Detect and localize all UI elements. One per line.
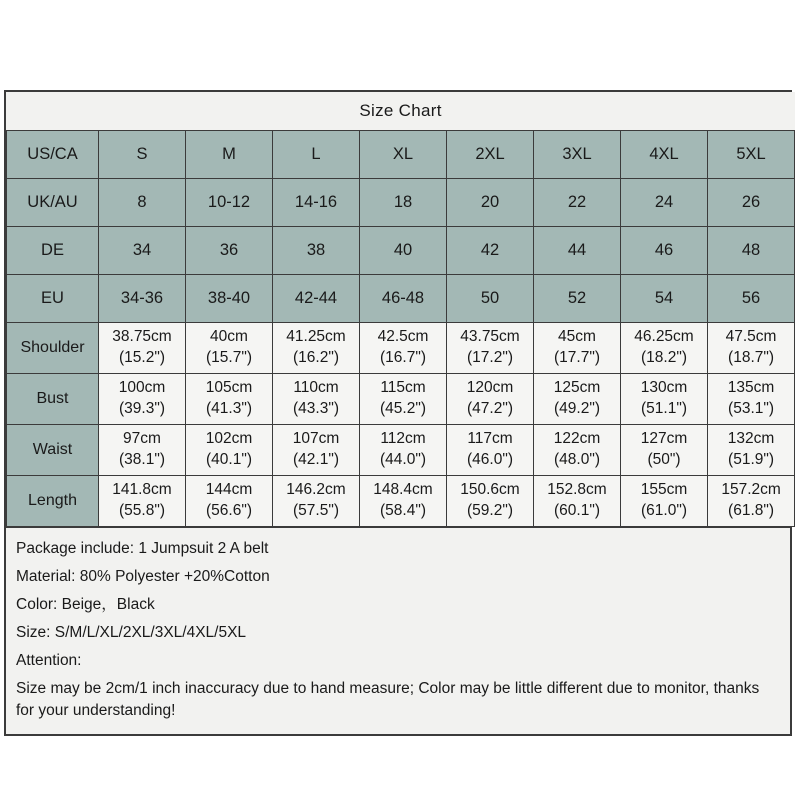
cell-waist-2xl xyxy=(447,425,534,476)
cell-waist-s xyxy=(99,425,186,476)
cell-length-m xyxy=(186,476,273,527)
value-inch: (46.0") xyxy=(467,451,513,468)
value-inch: (58.4") xyxy=(380,502,426,519)
value-inch: (43.3") xyxy=(293,400,339,417)
row-label-length: Length xyxy=(7,476,99,527)
value-cm: 120cm xyxy=(466,379,514,397)
value-inch: (39.3") xyxy=(119,400,165,417)
cell-bust-s xyxy=(99,374,186,425)
cell-length-5xl xyxy=(708,476,795,527)
row-label-de: DE xyxy=(7,227,99,275)
cell-shoulder-s xyxy=(99,323,186,374)
cell-length-4xl xyxy=(621,476,708,527)
cell-eu-5xl: 56 xyxy=(708,275,795,323)
value-cm: 38.75cm xyxy=(112,328,172,346)
cell-uk-au-m: 10-12 xyxy=(186,179,273,227)
cell-de-l: 38 xyxy=(273,227,360,275)
row-label-eu: EU xyxy=(7,275,99,323)
value-inch: (42.1") xyxy=(293,451,339,468)
value-cm: 130cm xyxy=(640,379,688,397)
value-inch: (45.2") xyxy=(380,400,426,417)
cell-uk-au-3xl: 22 xyxy=(534,179,621,227)
value-cm: 110cm xyxy=(293,379,339,397)
row-label-bust: Bust xyxy=(7,374,99,425)
cell-uk-au-l: 14-16 xyxy=(273,179,360,227)
cell-shoulder-l xyxy=(273,323,360,374)
cell-eu-xl: 46-48 xyxy=(360,275,447,323)
cell-de-4xl: 46 xyxy=(621,227,708,275)
value-inch: (61.0") xyxy=(641,502,687,519)
cell-us-ca-m: M xyxy=(186,131,273,179)
note-attention-label: Attention: xyxy=(16,652,82,669)
cell-eu-4xl: 54 xyxy=(621,275,708,323)
value-cm: 102cm xyxy=(205,430,253,448)
cell-bust-3xl xyxy=(534,374,621,425)
value-inch: (55.8") xyxy=(119,502,165,519)
value-inch: (49.2") xyxy=(554,400,600,417)
value-inch: (53.1") xyxy=(728,400,775,417)
note-package: Package include: 1 Jumpsuit 2 A belt xyxy=(16,540,269,557)
cell-bust-4xl xyxy=(621,374,708,425)
value-cm: 47.5cm xyxy=(725,328,777,346)
value-cm: 144cm xyxy=(205,481,253,499)
cell-bust-l xyxy=(273,374,360,425)
cell-us-ca-2xl: 2XL xyxy=(447,131,534,179)
cell-shoulder-5xl xyxy=(708,323,795,374)
cell-us-ca-4xl: 4XL xyxy=(621,131,708,179)
value-cm: 146.2cm xyxy=(286,481,346,499)
note-attention-body: Size may be 2cm/1 inch inaccuracy due to hand measure; Color may be little different due to monitor, thanks for your understanding! xyxy=(16,680,760,719)
cell-shoulder-3xl xyxy=(534,323,621,374)
note-color: Color: Beige，Black xyxy=(16,596,155,613)
value-cm: 105cm xyxy=(205,379,253,397)
table-row-bust xyxy=(7,374,795,425)
cell-length-3xl xyxy=(534,476,621,527)
product-notes xyxy=(6,527,790,734)
cell-bust-xl xyxy=(360,374,447,425)
value-cm: 122cm xyxy=(553,430,601,448)
cell-waist-3xl xyxy=(534,425,621,476)
value-inch: (16.7") xyxy=(380,349,426,366)
cell-shoulder-xl xyxy=(360,323,447,374)
table-row-uk-au xyxy=(7,179,795,227)
value-cm: 107cm xyxy=(292,430,340,448)
value-inch: (61.8") xyxy=(728,502,775,519)
cell-eu-s: 34-36 xyxy=(99,275,186,323)
cell-de-5xl: 48 xyxy=(708,227,795,275)
cell-uk-au-xl: 18 xyxy=(360,179,447,227)
row-label-shoulder: Shoulder xyxy=(7,323,99,374)
value-cm: 115cm xyxy=(380,379,426,397)
value-cm: 46.25cm xyxy=(634,328,694,346)
value-cm: 150.6cm xyxy=(460,481,520,499)
row-label-waist: Waist xyxy=(7,425,99,476)
value-inch: (40.1") xyxy=(206,451,252,468)
value-cm: 40cm xyxy=(210,328,248,346)
cell-us-ca-l: L xyxy=(273,131,360,179)
cell-us-ca-xl: XL xyxy=(360,131,447,179)
cell-de-3xl: 44 xyxy=(534,227,621,275)
value-inch: (51.9") xyxy=(728,451,775,468)
value-inch: (15.7") xyxy=(206,349,252,366)
note-size: Size: S/M/L/XL/2XL/3XL/4XL/5XL xyxy=(16,624,247,641)
value-cm: 117cm xyxy=(467,430,513,448)
value-cm: 112cm xyxy=(380,430,426,448)
note-material: Material: 80% Polyester +20%Cotton xyxy=(16,568,270,585)
value-cm: 141.8cm xyxy=(112,481,172,499)
value-cm: 135cm xyxy=(727,379,775,397)
value-inch: (50") xyxy=(647,451,681,468)
cell-de-xl: 40 xyxy=(360,227,447,275)
cell-length-l xyxy=(273,476,360,527)
cell-eu-l: 42-44 xyxy=(273,275,360,323)
table-row-shoulder xyxy=(7,323,795,374)
value-inch: (17.7") xyxy=(554,349,600,366)
value-inch: (16.2") xyxy=(293,349,339,366)
value-cm: 125cm xyxy=(553,379,601,397)
cell-length-2xl xyxy=(447,476,534,527)
value-cm: 45cm xyxy=(558,328,596,346)
cell-waist-5xl xyxy=(708,425,795,476)
cell-waist-m xyxy=(186,425,273,476)
size-chart-card xyxy=(4,90,792,736)
value-cm: 41.25cm xyxy=(286,328,346,346)
cell-us-ca-3xl: 3XL xyxy=(534,131,621,179)
value-cm: 127cm xyxy=(640,430,688,448)
value-inch: (57.5") xyxy=(293,502,339,519)
value-inch: (41.3") xyxy=(206,400,252,417)
value-cm: 148.4cm xyxy=(373,481,433,499)
cell-bust-5xl xyxy=(708,374,795,425)
cell-shoulder-2xl xyxy=(447,323,534,374)
cell-shoulder-m xyxy=(186,323,273,374)
cell-waist-4xl xyxy=(621,425,708,476)
cell-bust-m xyxy=(186,374,273,425)
value-cm: 42.5cm xyxy=(377,328,429,346)
value-inch: (18.7") xyxy=(728,349,775,366)
value-cm: 100cm xyxy=(118,379,166,397)
value-cm: 132cm xyxy=(727,430,775,448)
table-row-eu xyxy=(7,275,795,323)
cell-de-2xl: 42 xyxy=(447,227,534,275)
cell-eu-2xl: 50 xyxy=(447,275,534,323)
value-cm: 155cm xyxy=(640,481,688,499)
cell-shoulder-4xl xyxy=(621,323,708,374)
cell-us-ca-s: S xyxy=(99,131,186,179)
row-label-us-ca: US/CA xyxy=(7,131,99,179)
table-row-length xyxy=(7,476,795,527)
cell-uk-au-4xl: 24 xyxy=(621,179,708,227)
value-cm: 152.8cm xyxy=(547,481,607,499)
cell-uk-au-2xl: 20 xyxy=(447,179,534,227)
value-inch: (56.6") xyxy=(206,502,252,519)
value-inch: (48.0") xyxy=(554,451,600,468)
cell-eu-3xl: 52 xyxy=(534,275,621,323)
size-chart-table-body xyxy=(7,92,795,527)
cell-uk-au-5xl: 26 xyxy=(708,179,795,227)
value-cm: 97cm xyxy=(123,430,161,448)
cell-length-xl xyxy=(360,476,447,527)
value-cm: 157.2cm xyxy=(721,481,781,499)
cell-length-s xyxy=(99,476,186,527)
value-inch: (51.1") xyxy=(641,400,687,417)
value-inch: (38.1") xyxy=(119,451,165,468)
size-chart-table xyxy=(6,92,795,527)
cell-waist-xl xyxy=(360,425,447,476)
table-row-de xyxy=(7,227,795,275)
cell-waist-l xyxy=(273,425,360,476)
cell-de-m: 36 xyxy=(186,227,273,275)
value-inch: (47.2") xyxy=(467,400,513,417)
cell-de-s: 34 xyxy=(99,227,186,275)
page-title: Size Chart xyxy=(7,92,795,131)
value-inch: (59.2") xyxy=(467,502,513,519)
cell-eu-m: 38-40 xyxy=(186,275,273,323)
table-row-us-ca xyxy=(7,131,795,179)
value-inch: (60.1") xyxy=(554,502,600,519)
row-label-uk-au: UK/AU xyxy=(7,179,99,227)
value-inch: (44.0") xyxy=(380,451,426,468)
table-row-waist xyxy=(7,425,795,476)
value-inch: (17.2") xyxy=(467,349,513,366)
value-inch: (18.2") xyxy=(641,349,687,366)
value-inch: (15.2") xyxy=(119,349,165,366)
value-cm: 43.75cm xyxy=(460,328,520,346)
cell-uk-au-s: 8 xyxy=(99,179,186,227)
cell-bust-2xl xyxy=(447,374,534,425)
cell-us-ca-5xl: 5XL xyxy=(708,131,795,179)
title-row xyxy=(7,92,795,131)
